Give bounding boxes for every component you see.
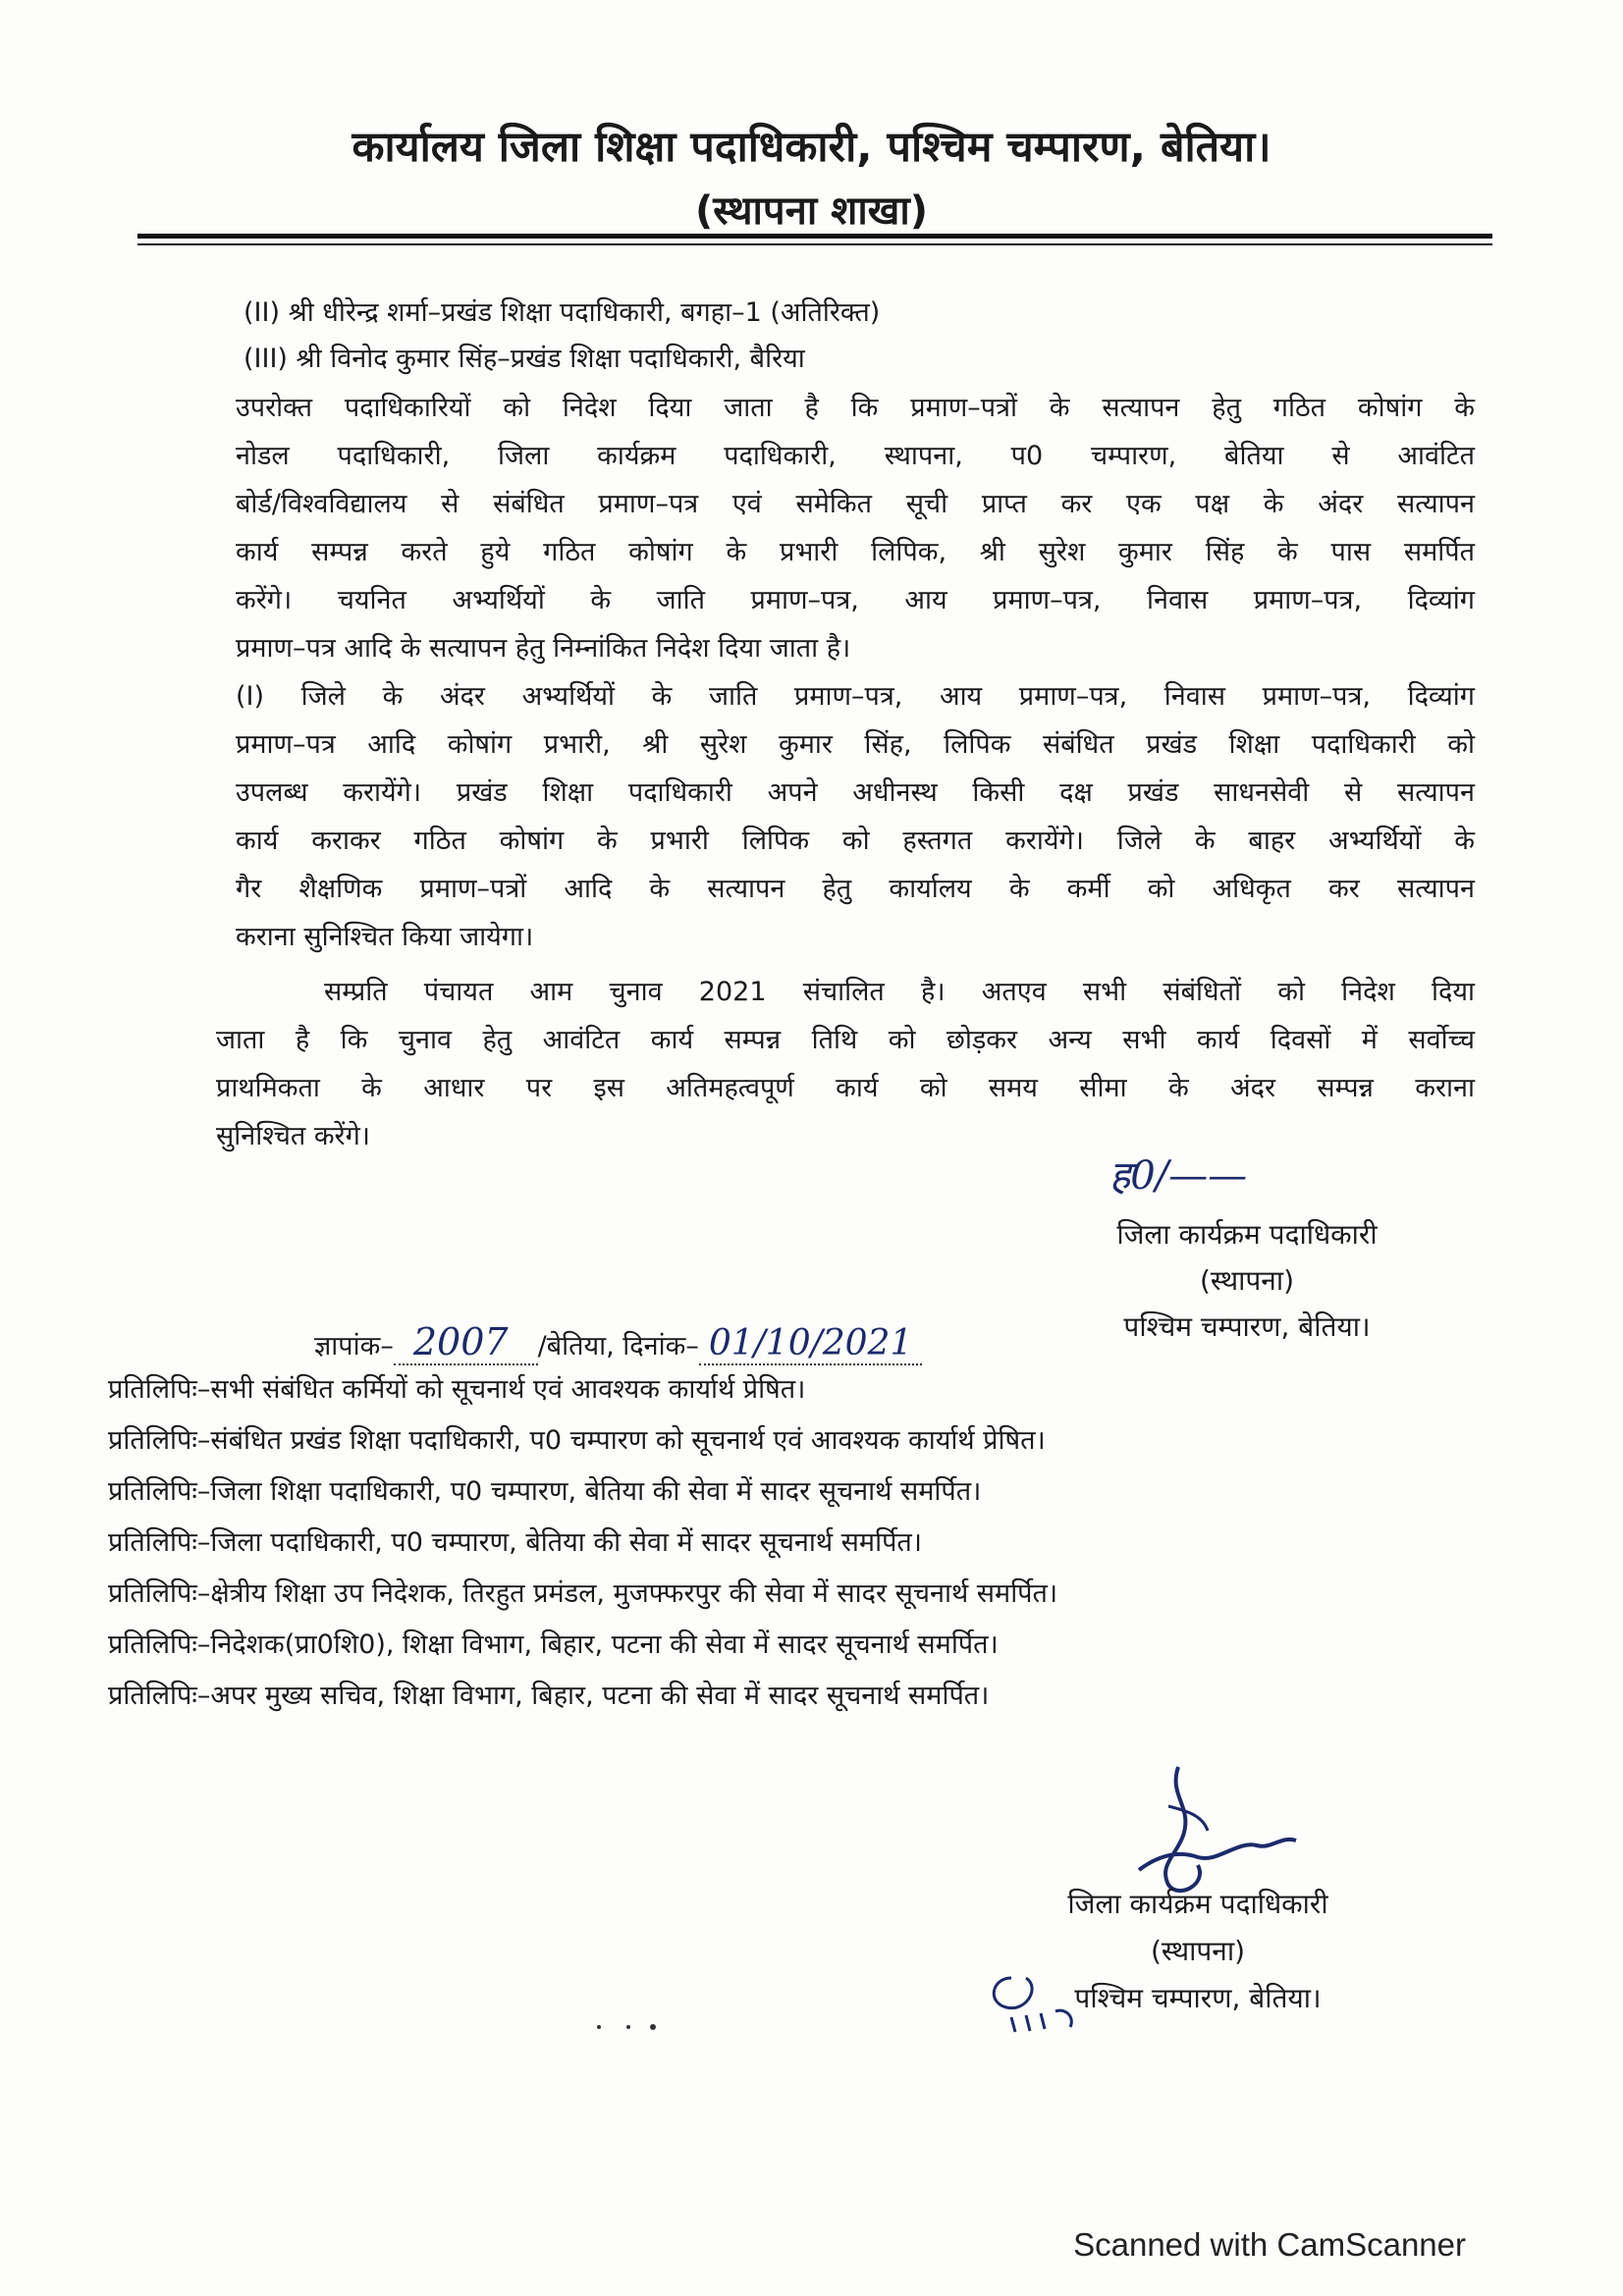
copy-line: प्रतिलिपिः–क्षेत्रीय शिक्षा उप निदेशक, तिरहुत प्रमंडल, मुजफ्फरपुर की सेवा में सादर सूचनार्थ समर्पित। [108, 1578, 1058, 1609]
initials-stroke [1011, 2010, 1071, 2032]
signature-stroke [1165, 1767, 1200, 1891]
stray-marks [589, 2017, 668, 2037]
para3-line: प्राथमिकता के आधार पर इस अतिमहत्वपूर्ण कार्य को समय सीमा के अंदर सम्पन्न कराना [216, 1073, 1475, 1103]
header-divider-thin [137, 243, 1492, 245]
para3-line: सुनिश्चित करेंगे। [216, 1121, 371, 1151]
signatory-place-2: पश्चिम चम्पारण, बेतिया। [1074, 1982, 1322, 2014]
para2-line: प्रमाण–पत्र आदि कोषांग प्रभारी, श्री सुरेश कुमार सिंह, लिपिक संबंधित प्रखंड शिक्षा पदाधिकारी को [236, 729, 1475, 760]
handwritten-initials [982, 1949, 1109, 2037]
signature-mark: ह0/—— [1109, 1153, 1248, 1199]
signatory-title-2: जिला कार्यक्रम पदाधिकारी [1067, 1888, 1328, 1920]
memo-prefix: ज्ञापांक– [314, 1331, 394, 1362]
memo-line [314, 1320, 922, 1363]
signatory-title: जिला कार्यक्रम पदाधिकारी [1116, 1218, 1378, 1251]
para2-line: (I) जिले के अंदर अभ्यर्थियों के जाति प्रमाण–पत्र, आय प्रमाण–पत्र, निवास प्रमाण–पत्र, दिव्यांग [236, 681, 1475, 712]
office-subtitle: (स्थापना शाखा) [694, 188, 929, 234]
signatory-wing: (स्थापना) [1199, 1264, 1295, 1297]
para3-line: जाता है कि चुनाव हेतु आवंटित कार्य सम्पन्न तिथि को छोड़कर अन्य सभी कार्य दिवसों में सर्वोच्च [216, 1025, 1475, 1055]
para3-line: सम्प्रति पंचायत आम चुनाव 2021 संचालित है। अतएव सभी संबंधितों को निदेश दिया [324, 977, 1475, 1007]
para2-line: उपलब्ध करायेंगे। प्रखंड शिक्षा पदाधिकारी अपने अधीनस्थ किसी दक्ष प्रखंड साधनसेवी से सत्यापन [236, 777, 1475, 808]
signatory-wing-2: (स्थापना) [1150, 1935, 1246, 1967]
para1-line: नोडल पदाधिकारी, जिला कार्यक्रम पदाधिकारी, स्थापना, प0 चम्पारण, बेतिया से आवंटित [236, 441, 1475, 471]
para2-line: कार्य कराकर गठित कोषांग के प्रभारी लिपिक को हस्तगत करायेंगे। जिले के बाहर अभ्यर्थियों के [236, 826, 1475, 856]
para2-line: कराना सुनिश्चित किया जायेगा। [236, 922, 534, 952]
para2-line: गैर शैक्षणिक प्रमाण–पत्रों आदि के सत्यापन हेतु कार्यालय के कर्मी को अधिकृत कर सत्यापन [236, 874, 1475, 904]
signatory-place: पश्चिम चम्पारण, बेतिया। [1123, 1310, 1371, 1343]
para1-line: कार्य सम्पन्न करते हुये गठित कोषांग के प्रभारी लिपिक, श्री सुरेश कुमार सिंह के पास समर्पित [236, 537, 1475, 567]
signature-stroke [1139, 1840, 1296, 1870]
para1-line: उपरोक्त पदाधिकारियों को निदेश दिया जाता है कि प्रमाण–पत्रों के सत्यापन हेतु गठित कोषांग के [236, 393, 1475, 423]
memo-date: 01/10/2021 [699, 1323, 923, 1365]
header-divider-thick [137, 234, 1492, 239]
office-title: कार्यालय जिला शिक्षा पदाधिकारी, पश्चिम चम्पारण, बेतिया। [352, 123, 1271, 172]
copy-line: प्रतिलिपिः–अपर मुख्य सचिव, शिक्षा विभाग, बिहार, पटना की सेवा में सादर सूचनार्थ समर्पित। [108, 1681, 990, 1711]
para1-line: प्रमाण–पत्र आदि के सत्यापन हेतु निम्नांकित निदेश दिया जाता है। [236, 633, 851, 664]
copy-line: प्रतिलिपिः–जिला पदाधिकारी, प0 चम्पारण, बेतिया की सेवा में सादर सूचनार्थ समर्पित। [108, 1527, 923, 1558]
para1-line: बोर्ड/विश्वविद्यालय से संबंधित प्रमाण–पत्र एवं समेकित सूची प्राप्त कर एक पक्ष के अंदर सत्यापन [236, 489, 1475, 519]
scanner-watermark: Scanned with CamScanner [1073, 2226, 1466, 2263]
para1-line: करेंगे। चयनित अभ्यर्थियों के जाति प्रमाण–पत्र, आय प्रमाण–पत्र, निवास प्रमाण–पत्र, दिव्यांग [236, 585, 1475, 615]
signature-stroke [1168, 1806, 1208, 1831]
officer-line-3: (III) श्री विनोद कुमार सिंह–प्रखंड शिक्षा पदाधिकारी, बैरिया [243, 344, 805, 374]
officer-line-2: (II) श्री धीरेन्द्र शर्मा–प्रखंड शिक्षा पदाधिकारी, बगहा–1 (अतिरिक्त) [243, 297, 881, 328]
copy-line: प्रतिलिपिः–संबंधित प्रखंड शिक्षा पदाधिकारी, प0 चम्पारण को सूचनार्थ एवं आवश्यक कार्यार्थ प्रेषित। [108, 1425, 1046, 1456]
memo-number: 2007 [394, 1320, 538, 1365]
memo-middle: /बेतिया, दिनांक– [537, 1331, 699, 1362]
copy-line: प्रतिलिपिः–सभी संबंधित कर्मियों को सूचनार्थ एवं आवश्यक कार्यार्थ प्रेषित। [108, 1374, 806, 1405]
copy-line: प्रतिलिपिः–जिला शिक्षा पदाधिकारी, प0 चम्पारण, बेतिया की सेवा में सादर सूचनार्थ समर्पित। [108, 1476, 982, 1507]
initials-stroke [994, 1978, 1032, 2008]
copy-line: प्रतिलिपिः–निदेशक(प्रा0शि0), शिक्षा विभाग, बिहार, पटना की सेवा में सादर सूचनार्थ समर्पित। [108, 1629, 999, 1660]
